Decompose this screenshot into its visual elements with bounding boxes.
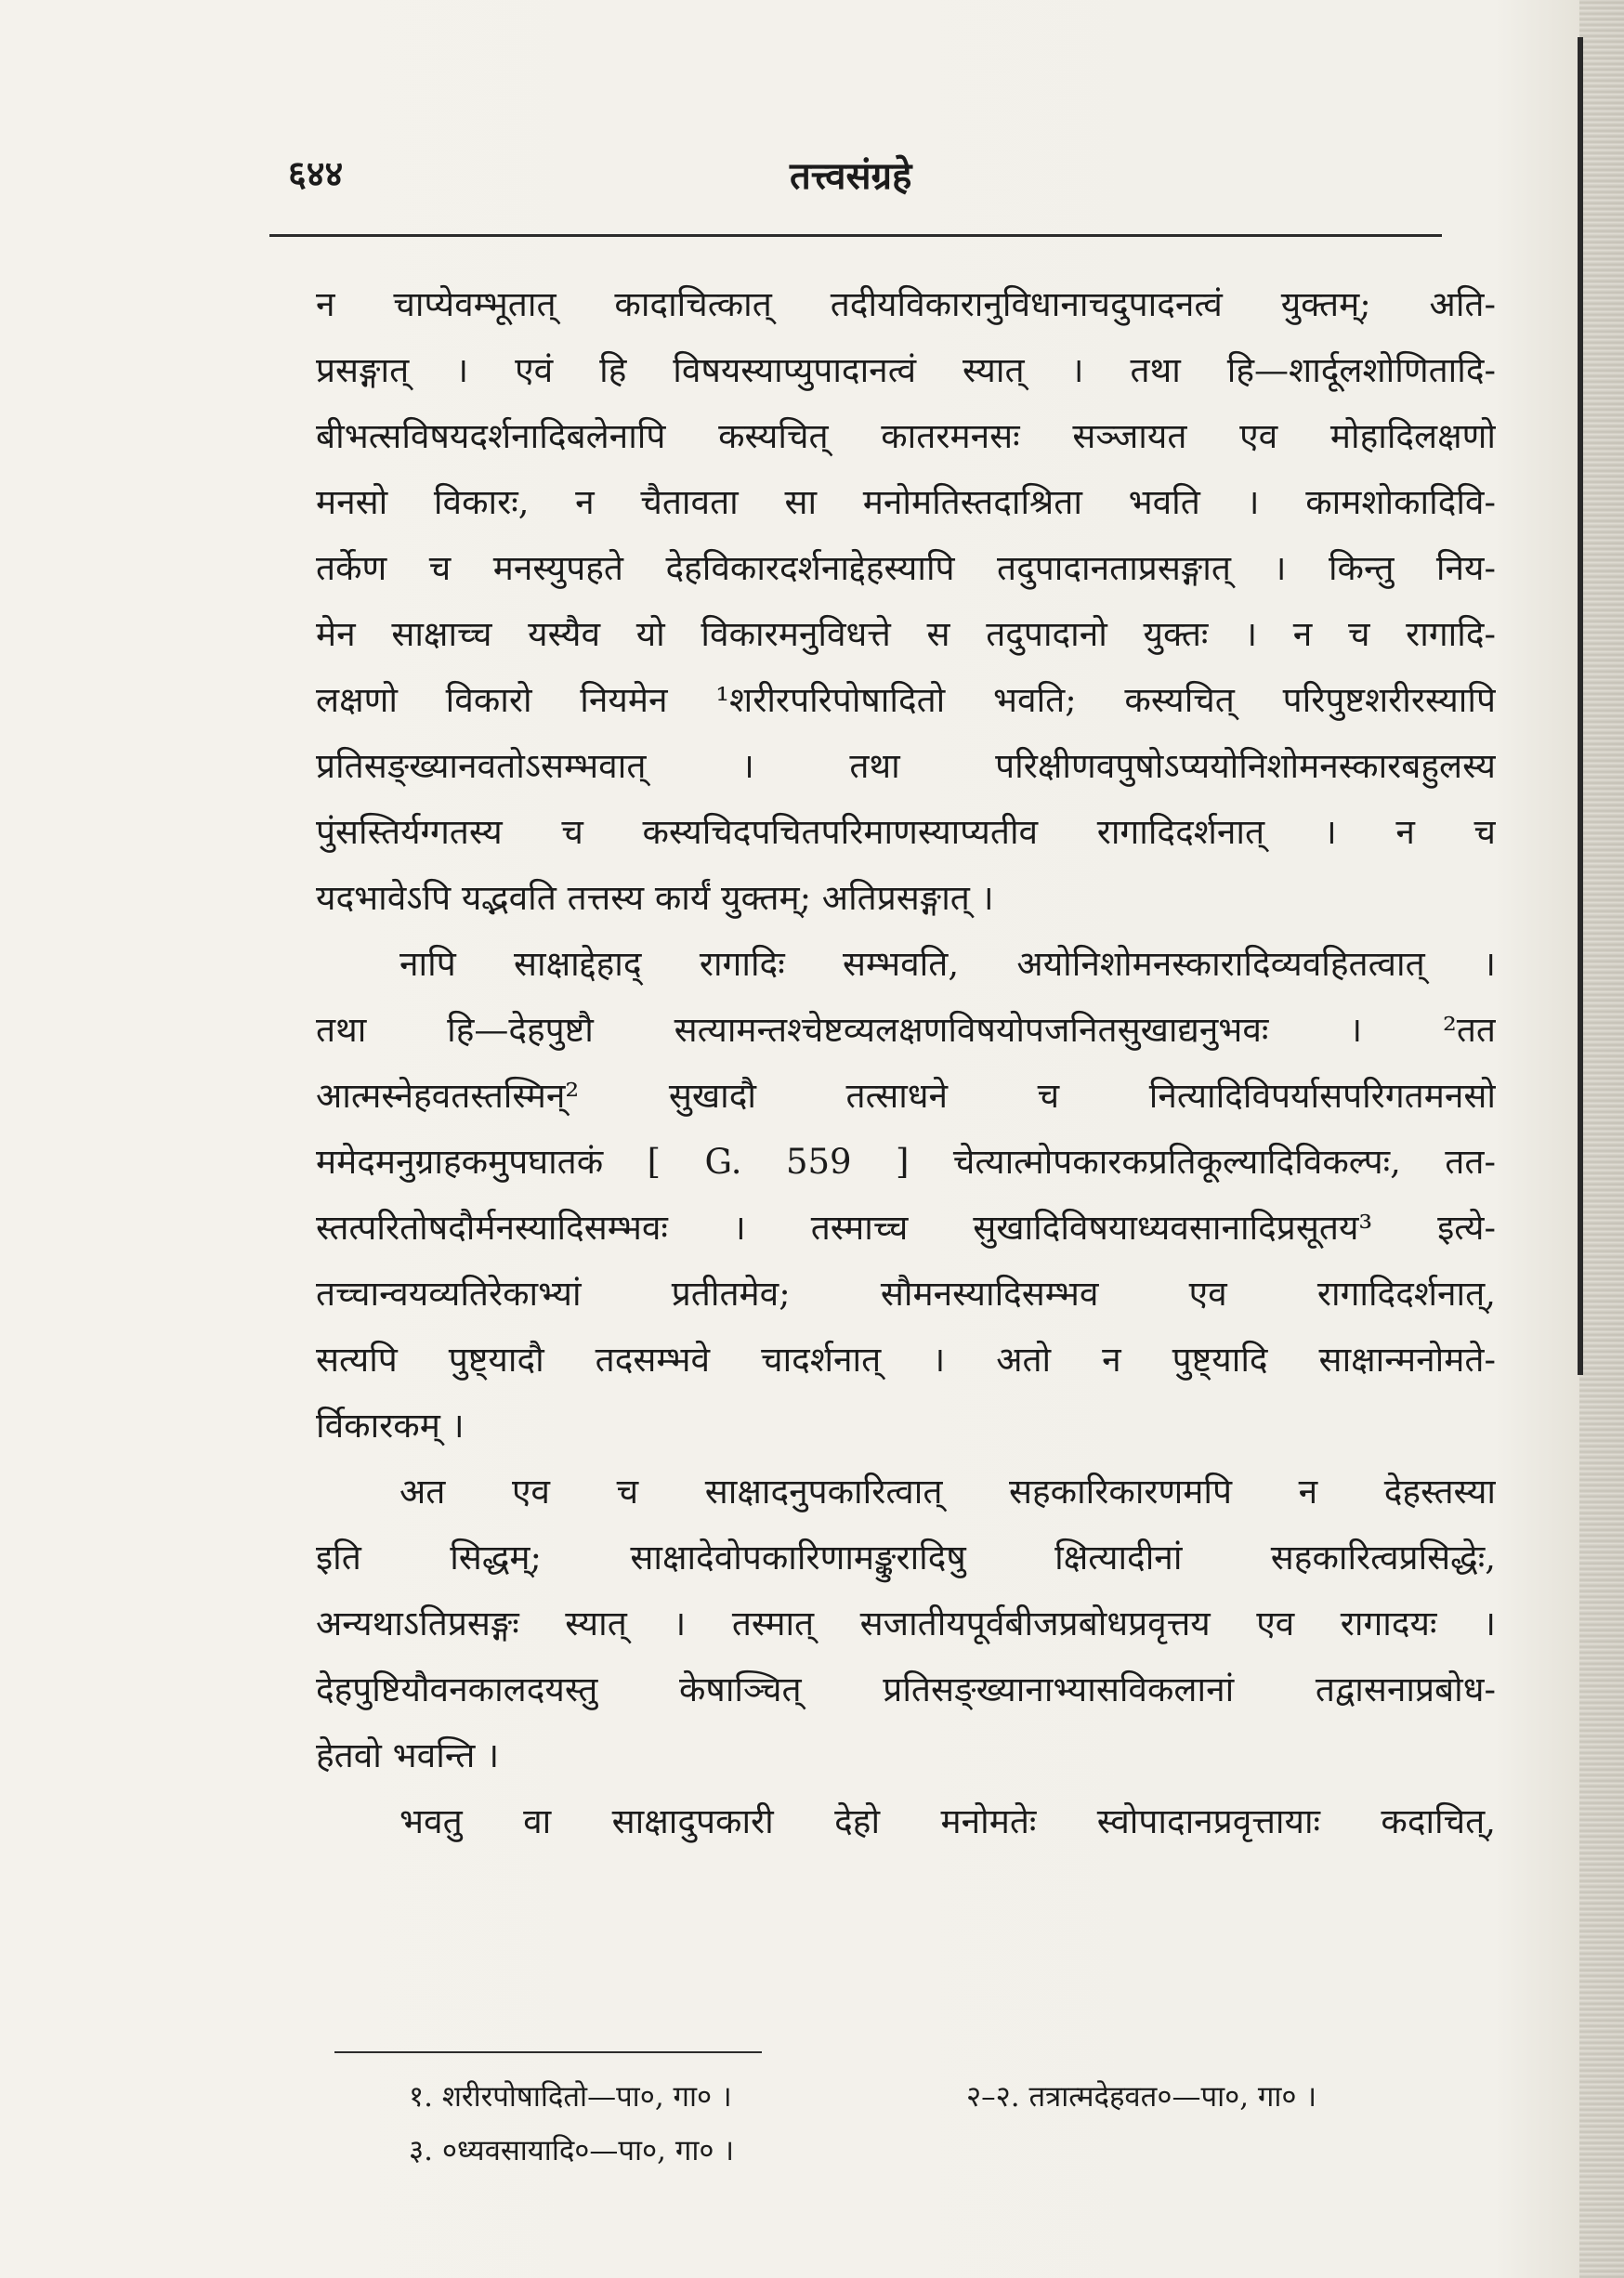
- footnote-3: ३. ०ध्यवसायादि०—पा०, गा० ।: [409, 2134, 735, 2167]
- footnote-row: [409, 2070, 1486, 2124]
- paragraph-start-line: अत एव च साक्षादनुपकारित्वात् सहकारिकारणमपि न देहस्तस्या: [399, 1472, 1496, 1512]
- text-line: यदभावेऽपि यद्भवति तत्तस्य कार्यं युक्तम्; अतिप्रसङ्गात् ।: [316, 878, 994, 918]
- main-text: [316, 271, 1496, 1854]
- page-binding-edge: [1579, 0, 1624, 2278]
- text-line: आत्मस्नेहवतस्तस्मिन्² सुखादौ तत्साधने च नित्यादिविपर्यासपरिगतमनसो: [316, 1076, 1496, 1116]
- text-line: सत्यपि पुष्ट्यादौ तदसम्भवे चादर्शनात् । अतो न पुष्ट्यादि साक्षान्मनोमते-: [316, 1340, 1496, 1380]
- text-line: मनसो विकारः, न चैतावता सा मनोमतिस्तदाश्रिता भवति । कामशोकादिवि-: [316, 482, 1496, 522]
- text-line: र्विकारकम् ।: [316, 1406, 465, 1446]
- text-line: तच्चान्वयव्यतिरेकाभ्यां प्रतीतमेव; सौमनस्यादिसम्भव एव रागादिदर्शनात्,: [316, 1274, 1496, 1314]
- text-line: हेतवो भवन्ति ।: [316, 1735, 500, 1775]
- text-line: प्रतिसङ्ख्यानवतोऽसम्भवात् । तथा परिक्षीणवपुषोऽप्ययोनिशोमनस्कारबहुलस्य: [316, 746, 1496, 786]
- text-line: पुंसस्तिर्यग्गतस्य च कस्यचिदपचितपरिमाणस्याप्यतीव रागादिदर्शनात् । न च: [316, 812, 1496, 852]
- text-line: ममेदमनुग्राहकमुपघातकं [ G. 559 ] चेत्यात्मोपकारकप्रतिकूल्यादिविकल्पः, तत-: [316, 1142, 1496, 1182]
- footnote-2: २–२. तत्रात्मदेहवत०—पा०, गा० ।: [966, 2080, 1317, 2114]
- text-line: बीभत्सविषयदर्शनादिबलेनापि कस्यचित् कातरमनसः सञ्जायत एव मोहादिलक्षणो: [316, 416, 1496, 456]
- footnote-row: [409, 2124, 1486, 2178]
- running-title: तत्त्वसंग्रहे: [790, 154, 912, 198]
- paragraph-start-line: भवतु वा साक्षादुपकारी देहो मनोमतेः स्वोपादानप्रवृत्तायाः कदाचित्,: [399, 1801, 1496, 1841]
- text-line: इति सिद्धम्; साक्षादेवोपकारिणामङ्कुरादिषु क्षित्यादीनां सहकारित्वप्रसिद्धेः,: [316, 1538, 1496, 1578]
- text-line: देहपुष्टियौवनकालदयस्तु केषाञ्चित् प्रतिसङ्ख्यानाभ्यासविकलानां तद्वासनाप्रबोध-: [316, 1669, 1496, 1709]
- header-rule: [269, 234, 1442, 237]
- text-line: लक्षणो विकारो नियमेन ¹शरीरपरिपोषादितो भवति; कस्यचित् परिपुष्टशरीरस्यापि: [316, 680, 1496, 720]
- text-line: अन्यथाऽतिप्रसङ्गः स्यात् । तस्मात् सजातीयपूर्वबीजप्रबोधप्रवृत्तय एव रागादयः ।: [316, 1604, 1496, 1643]
- text-line: स्तत्परितोषदौर्मनस्यादिसम्भवः । तस्माच्च सुखादिविषयाध्यवसानादिप्रसूतय³ इत्ये-: [316, 1208, 1496, 1248]
- binding-shadow-line: [1578, 37, 1583, 1375]
- paragraph-start-line: नापि साक्षाद्देहाद् रागादिः सम्भवति, अयोनिशोमनस्कारादिव्यवहितत्वात् ।: [399, 944, 1496, 984]
- footnote-1: १. शरीरपोषादितो—पा०, गा० ।: [409, 2080, 732, 2114]
- text-line: न चाप्येवम्भूतात् कादाचित्कात् तदीयविकारानुविधानाचदुपादनत्वं युक्तम्; अति-: [316, 284, 1496, 324]
- text-line: तथा हि—देहपुष्टौ सत्यामन्तश्चेष्टव्यलक्षणविषयोपजनितसुखाद्यनुभवः । ²तत: [316, 1010, 1496, 1050]
- text-line: मेन साक्षाच्च यस्यैव यो विकारमनुविधत्ते स तदुपादानो युक्तः । न च रागादि-: [316, 614, 1496, 654]
- footnote-rule: [334, 2051, 762, 2053]
- footnotes: [409, 2070, 1486, 2178]
- text-line: प्रसङ्गात् । एवं हि विषयस्याप्युपादानत्वं स्यात् । तथा हि—शार्दूलशोणितादि-: [316, 350, 1496, 390]
- running-head: [288, 149, 1449, 204]
- text-line: तर्केण च मनस्युपहते देहविकारदर्शनाद्देहस्यापि तदुपादानताप्रसङ्गात् । किन्तु निय-: [316, 548, 1496, 588]
- page-number: ६४४: [288, 152, 344, 194]
